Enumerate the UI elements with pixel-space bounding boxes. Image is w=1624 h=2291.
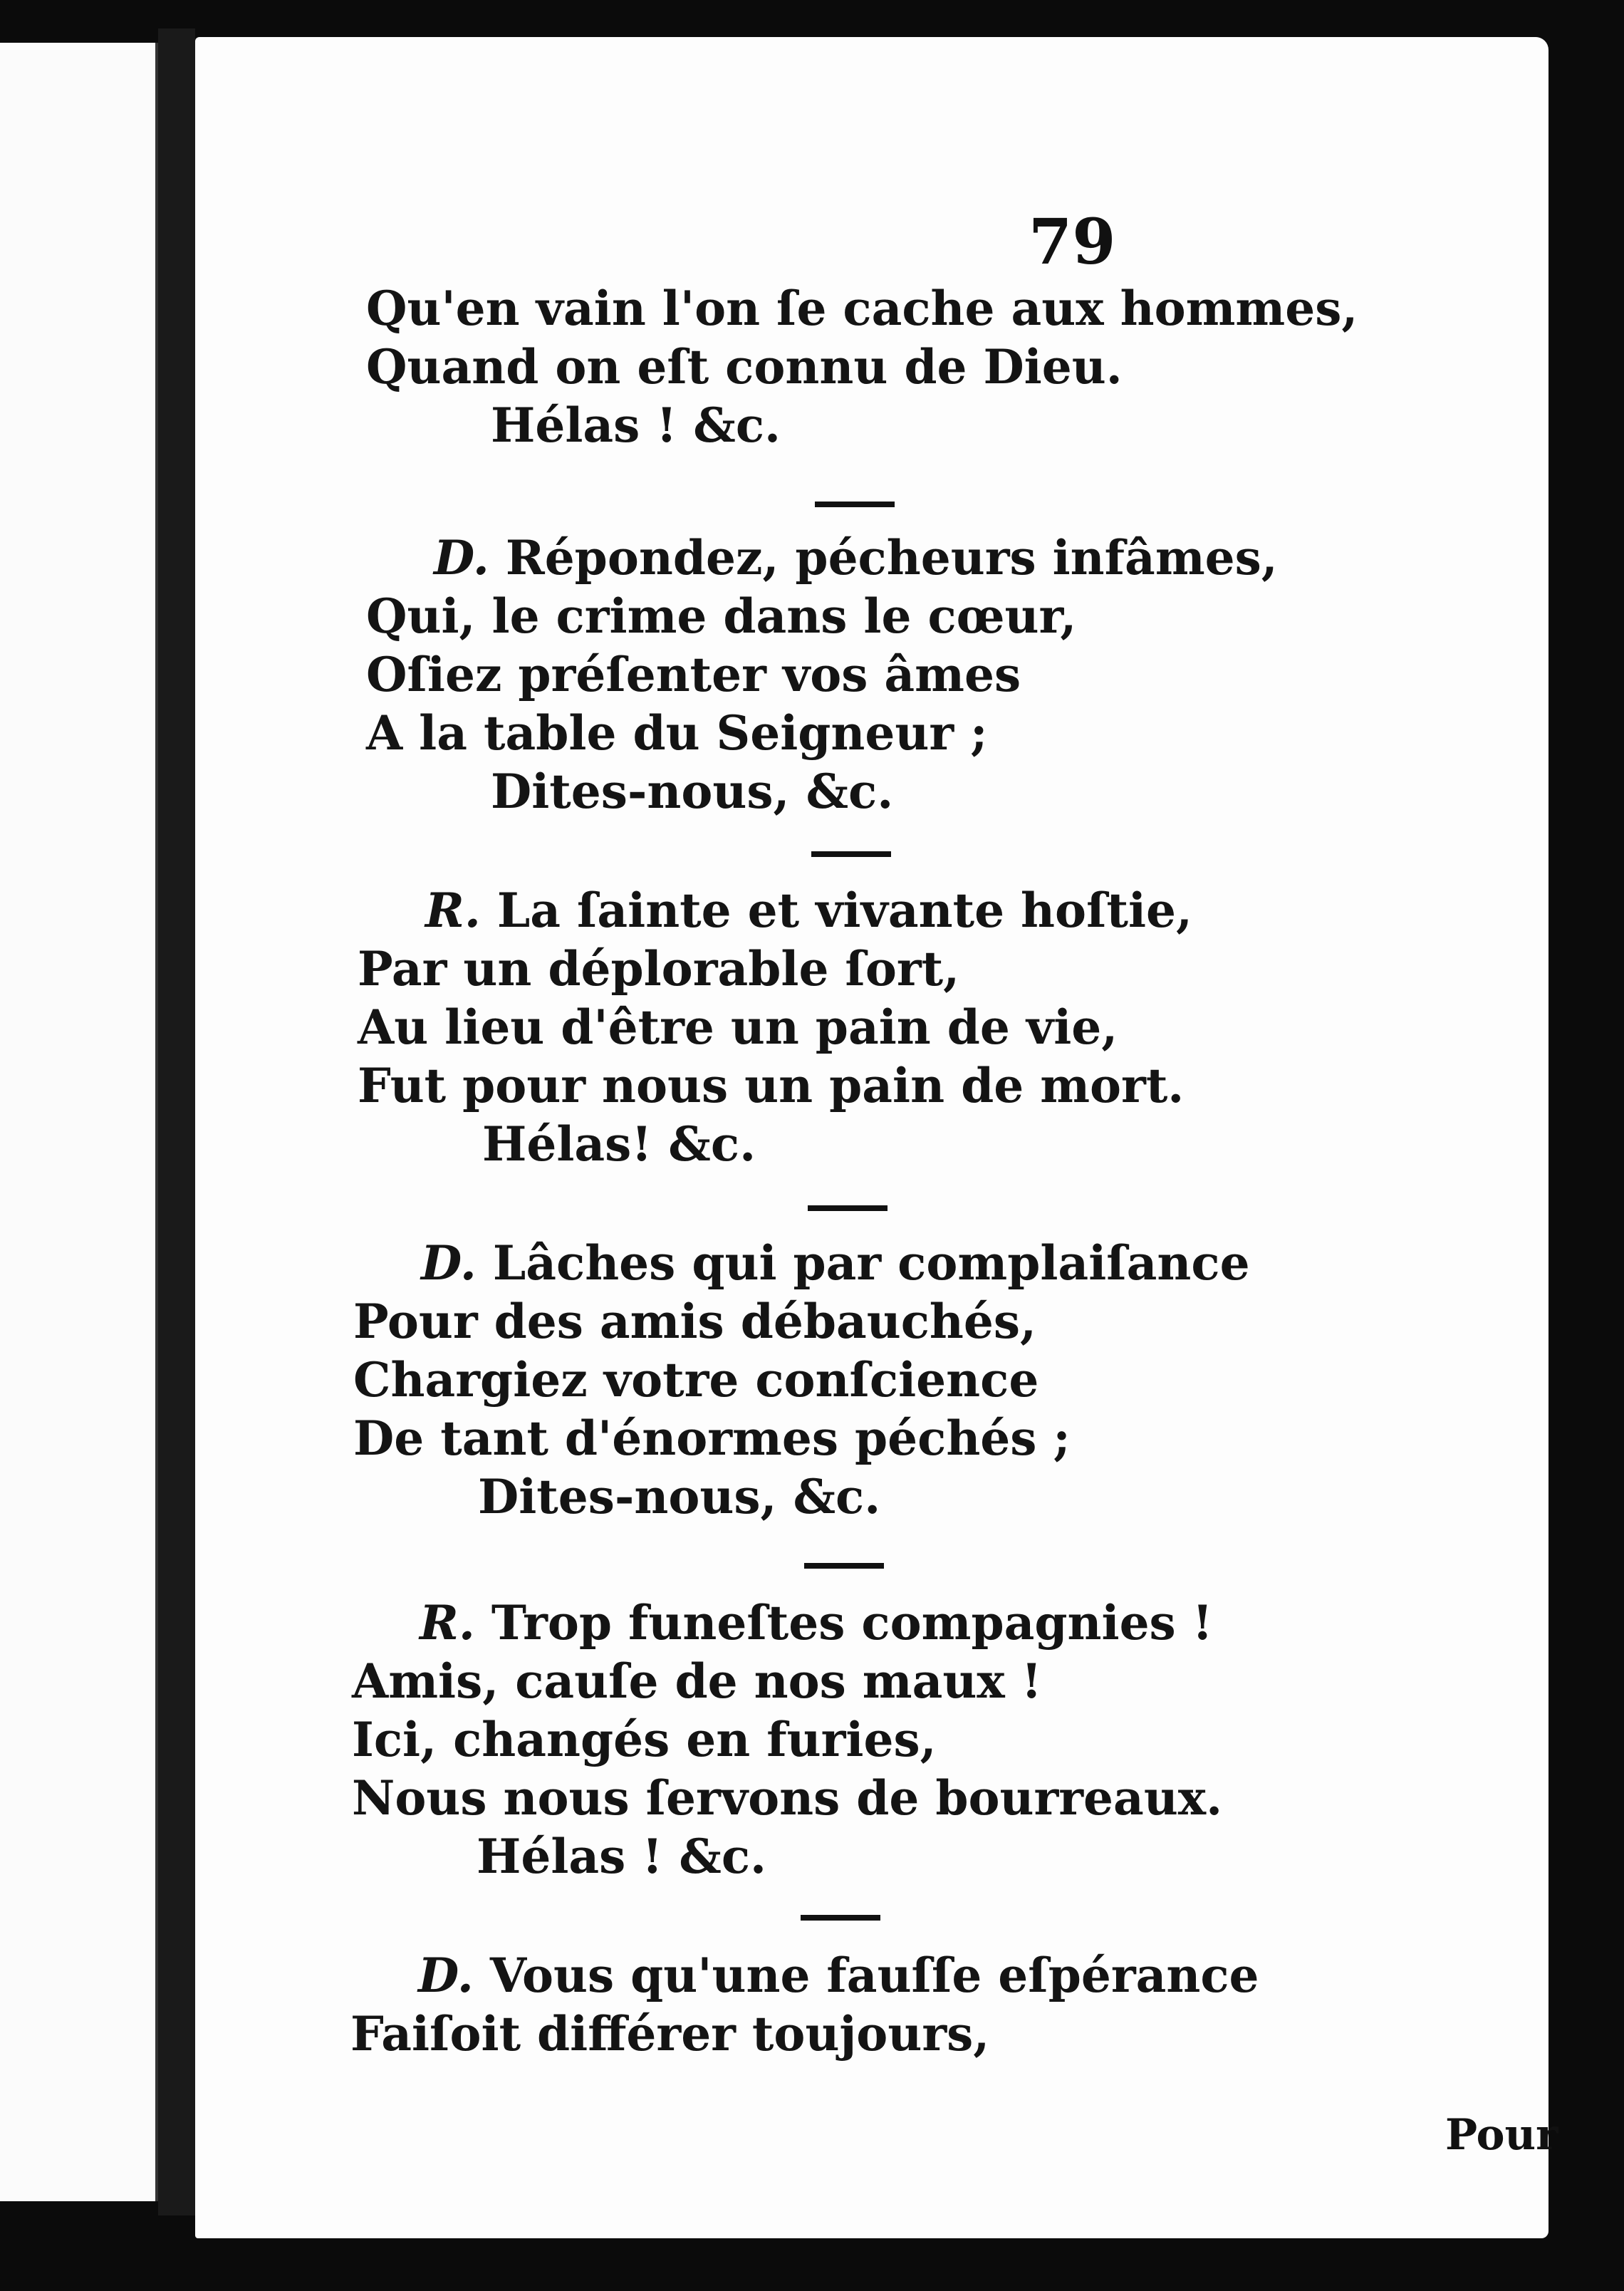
stanza-divider [815,502,895,507]
stanza [358,881,1192,1173]
refrain-line: Hélas ! &c. [477,1829,767,1884]
refrain-line: Hélas ! &c. [491,398,781,453]
verse-line: Chargiez votre conſcience [353,1352,1039,1408]
book-gutter [158,28,195,2215]
verse-line: Répondez, pécheurs infâmes, [505,530,1278,586]
speaker-label: D. [418,1948,474,2003]
verse-line: Amis, cauſe de nos maux ! [352,1653,1042,1709]
verse-line: Lâches qui par complaiſance [492,1235,1250,1291]
stanza-divider [811,851,891,857]
verse-line: Qui, le crime dans le cœur, [366,588,1077,644]
facing-page [0,43,158,2201]
stanza-divider [801,1915,880,1921]
stanza [353,1234,1250,1526]
page-number: 79 [1029,204,1116,279]
verse-line: Vous qu'une fauſſe eſpérance [489,1948,1259,2003]
verse-line: Fut pour nous un pain de mort. [358,1058,1185,1113]
refrain-line: Dites-nous, &c. [478,1469,881,1524]
catchword: Pour [1445,2110,1558,2160]
stanza-divider [804,1563,884,1569]
stanza [350,1946,1259,2063]
verse-line: Nous nous ſervons de bourreaux. [352,1770,1223,1826]
verse-line: Oſiez préſenter vos âmes [366,647,1021,702]
refrain-line: Hélas! &c. [482,1116,756,1172]
refrain-line: Dites-nous, &c. [491,764,894,819]
verse-line: Au lieu d'être un pain de vie, [358,999,1118,1055]
stanza [366,529,1278,821]
verse-line: Qu'en vain l'on ſe cache aux hommes, [366,281,1358,336]
verse-line: La ſainte et vivante hoſtie, [496,883,1192,938]
stanza [352,1594,1222,1886]
verse-line: Trop funeſtes compagnies ! [491,1595,1213,1651]
verse-line: Quand on eſt connu de Dieu. [366,339,1123,395]
speaker-label: D. [421,1235,477,1291]
verse-line: Pour des amis débauchés, [353,1294,1037,1349]
verse-line: De tant d'énormes péchés ; [353,1411,1071,1466]
speaker-label: D. [434,530,489,586]
verse-line: A la table du Seigneur ; [366,705,988,761]
stanza-divider [808,1205,888,1211]
verse-line: Par un déplorable ſort, [358,941,960,997]
verse-line: Faiſoit différer toujours, [350,2006,990,2062]
stanza [366,279,1358,454]
book-page [195,37,1558,2238]
speaker-label: R. [420,1595,475,1651]
verse-line: Ici, changés en furies, [352,1712,937,1767]
speaker-label: R. [425,883,481,938]
